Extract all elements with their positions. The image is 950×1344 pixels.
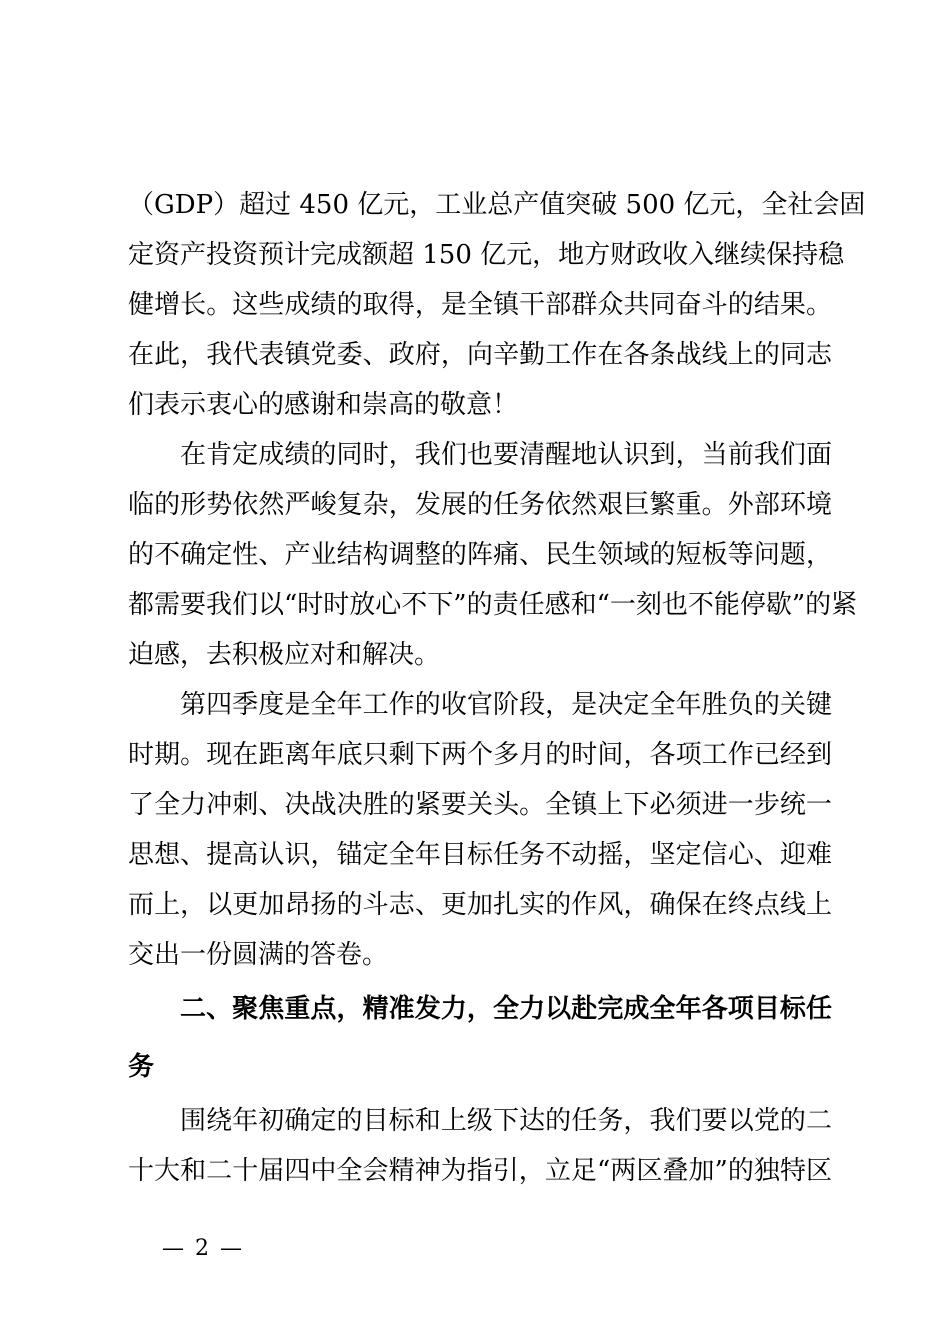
- text-line: 定资产投资预计完成额超 150 亿元，地方财政收入继续保持稳: [128, 240, 845, 270]
- heading-line: 务: [128, 1052, 155, 1082]
- text-line: 时期。现在距离年底只剩下两个多月的时间，各项工作已经到: [128, 740, 832, 770]
- paragraph-challenges: [128, 430, 858, 680]
- text-line: 而上，以更加昂扬的斗志、更加扎实的作风，确保在终点线上: [128, 890, 832, 920]
- text-line: 们表示衷心的感谢和崇高的敬意！: [128, 390, 519, 420]
- text-line: 思想、提高认识，锚定全年目标任务不动摇，坚定信心、迎难: [128, 840, 832, 870]
- text-line: 健增长。这些成绩的取得，是全镇干部群众共同奋斗的结果。: [128, 290, 832, 320]
- document-body: [128, 180, 866, 1196]
- text-line: 临的形势依然严峻复杂，发展的任务依然艰巨繁重。外部环境: [128, 490, 832, 520]
- text-line: 迫感，去积极应对和解决。: [128, 640, 441, 670]
- heading-line: 二、聚焦重点，精准发力，全力以赴完成全年各项目标任: [180, 994, 832, 1024]
- text-line: 了全力冲刺、决战决胜的紧要关头。全镇上下必须进一步统一: [128, 790, 832, 820]
- text-line: 第四季度是全年工作的收官阶段，是决定全年胜负的关键: [180, 690, 832, 720]
- text-line: 在此，我代表镇党委、政府，向辛勤工作在各条战线上的同志: [128, 340, 832, 370]
- section-heading: [128, 980, 832, 1096]
- text-line: 的不确定性、产业结构调整的阵痛、民生领域的短板等问题，: [128, 540, 832, 570]
- text-line: 围绕年初确定的目标和上级下达的任务，我们要以党的二: [180, 1106, 832, 1136]
- page-number: — 2 —: [162, 1236, 244, 1261]
- text-line: 交出一份圆满的答卷。: [128, 940, 389, 970]
- text-line: 十大和二十届四中全会精神为指引，立足“两区叠加”的独特区: [128, 1156, 832, 1186]
- paragraph-achievements: [128, 180, 866, 430]
- text-line: 在肯定成绩的同时，我们也要清醒地认识到，当前我们面: [180, 440, 832, 470]
- text-line: 都需要我们以“时时放心不下”的责任感和“一刻也不能停歇”的紧: [128, 590, 858, 620]
- paragraph-fourth-quarter: [128, 680, 832, 980]
- paragraph-goals: [128, 1096, 832, 1196]
- text-line: （GDP）超过 450 亿元，工业总产值突破 500 亿元，全社会固: [128, 190, 866, 220]
